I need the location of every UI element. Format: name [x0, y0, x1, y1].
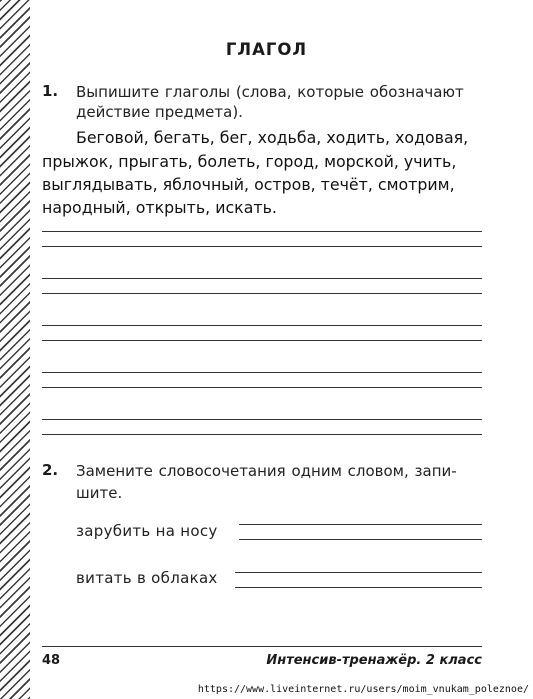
task-1-instruction-line-1: Выпишите глаголы (слова, которые обозначают: [76, 83, 464, 101]
task-1-instruction-line-2: действие предмета).: [76, 103, 243, 121]
task-2-instruction-line-2: шите.: [76, 484, 123, 502]
writing-line[interactable]: [42, 293, 482, 294]
writing-line[interactable]: [42, 340, 482, 341]
task-1-words-line-3: выглядывать, яблочный, остров, течёт, смотрим,: [42, 175, 455, 194]
writing-line[interactable]: [42, 246, 482, 247]
writing-line[interactable]: [42, 231, 482, 232]
writing-line[interactable]: [42, 434, 482, 435]
task-1-number: 1.: [42, 82, 59, 100]
task-2-phrase-2: витать в облаках: [76, 569, 218, 587]
task-1-words-line-2: прыжок, прыгать, болеть, город, морской, учить,: [42, 152, 457, 171]
writing-line[interactable]: [42, 325, 482, 326]
task-2-instruction-line-1: Замените словосочетания одним словом, запи-: [76, 462, 457, 480]
book-title: Интенсив-тренажёр. 2 класс: [266, 653, 482, 668]
margin-hatch-decoration: [0, 0, 30, 699]
writing-line[interactable]: [42, 372, 482, 373]
answer-line[interactable]: [235, 587, 482, 588]
answer-line[interactable]: [235, 572, 482, 573]
footer-divider: [42, 646, 482, 647]
task-2-phrase-1: зарубить на носу: [76, 522, 218, 540]
page-number: 48: [42, 653, 61, 668]
answer-line[interactable]: [239, 524, 482, 525]
writing-line[interactable]: [42, 278, 482, 279]
task-1-words-line-1: Беговой, бегать, бег, ходьба, ходить, ходовая,: [76, 128, 469, 147]
answer-line[interactable]: [239, 539, 482, 540]
watermark-url: https://www.liveinternet.ru/users/moim_vnukam_poleznoe/: [197, 684, 529, 695]
writing-line[interactable]: [42, 419, 482, 420]
task-1-words-line-4: народный, открыть, искать.: [42, 198, 277, 217]
writing-line[interactable]: [42, 387, 482, 388]
page-title: ГЛАГОЛ: [225, 40, 308, 59]
task-2-number: 2.: [42, 461, 59, 479]
